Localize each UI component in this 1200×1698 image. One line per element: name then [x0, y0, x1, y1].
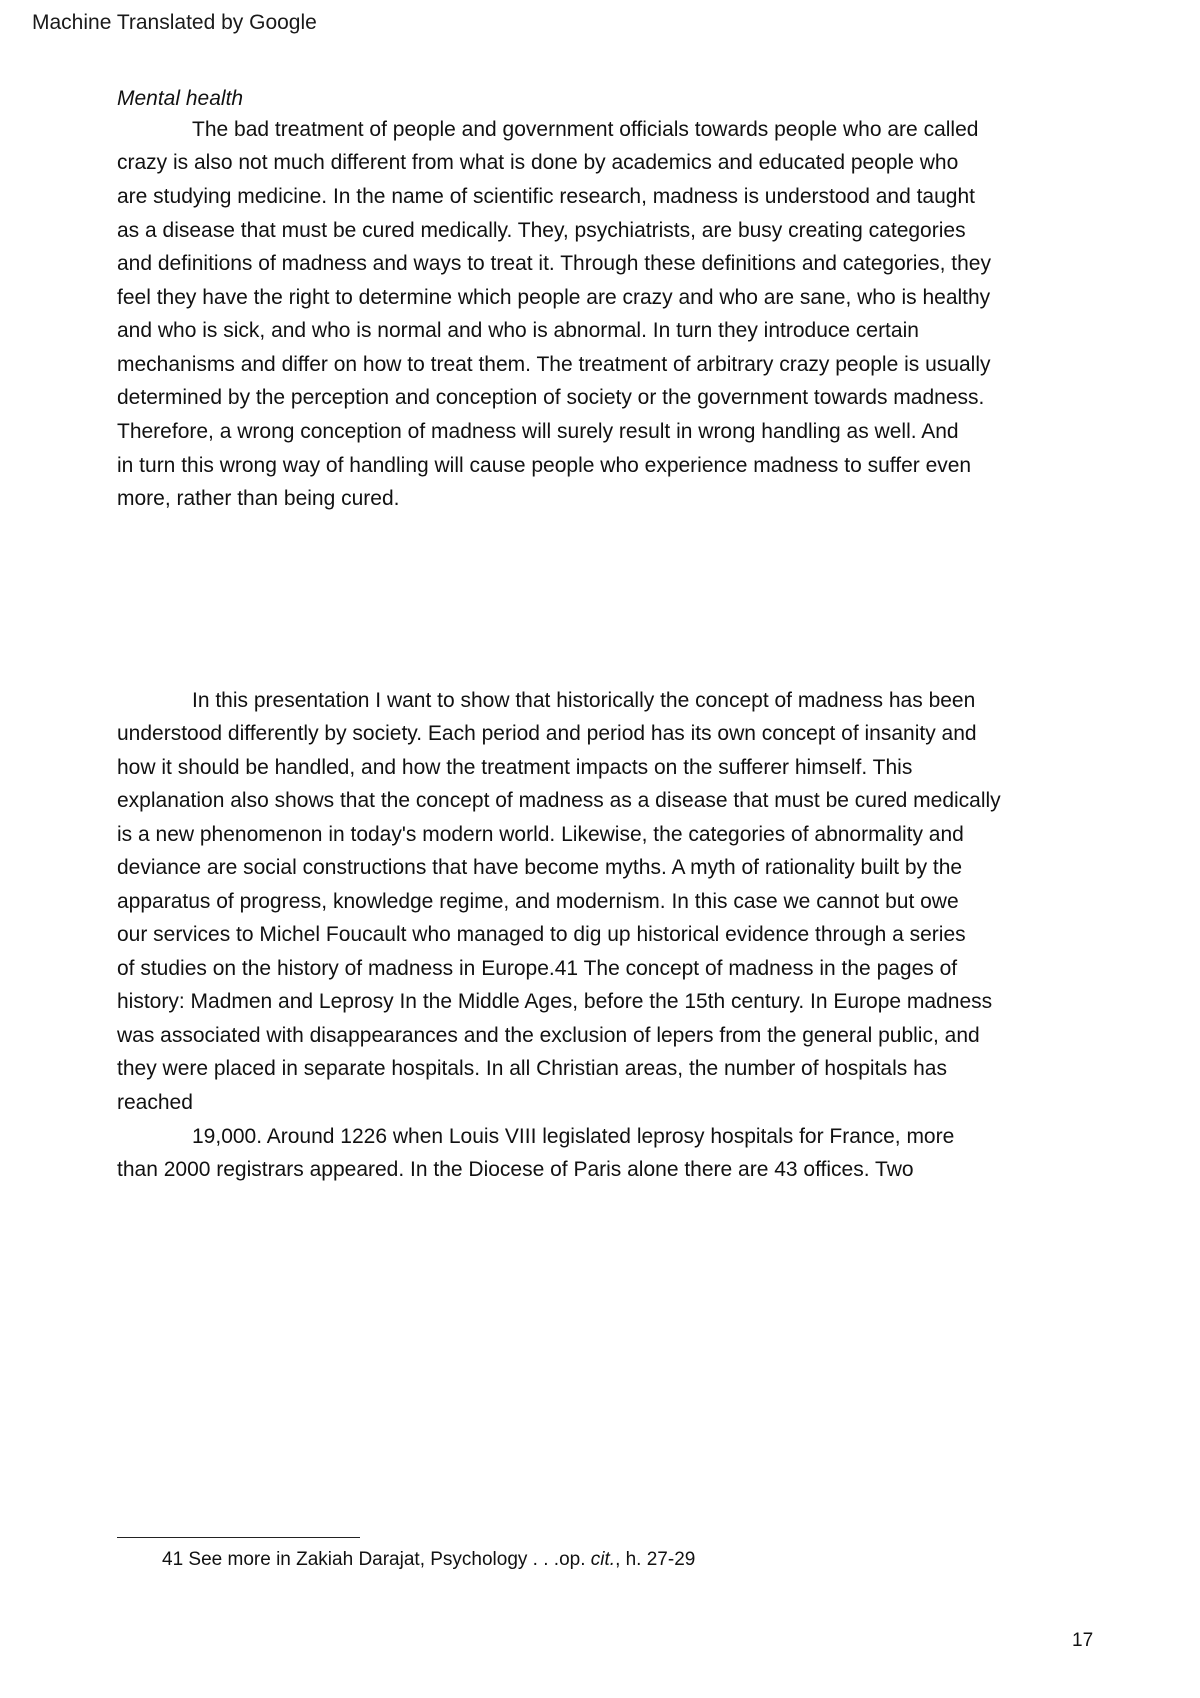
paragraph-line: they were placed in separate hospitals. In all Christian areas, the number of hospitals has	[117, 1057, 947, 1080]
paragraph-line: determined by the perception and conception of society or the government towards madness.	[117, 386, 985, 409]
machine-translation-banner: Machine Translated by Google	[32, 11, 317, 34]
paragraph-line: crazy is also not much different from what is done by academics and educated people who	[117, 151, 959, 174]
section-heading: Mental health	[117, 87, 244, 110]
paragraph-line: as a disease that must be cured medically. They, psychiatrists, are busy creating categories	[117, 219, 966, 242]
paragraph-line: feel they have the right to determine which people are crazy and who are sane, who is healthy	[117, 286, 991, 309]
paragraph-line: deviance are social constructions that have become myths. A myth of rationality built by the	[117, 856, 963, 879]
footnote-text: 41 See more in Zakiah Darajat, Psychology . . .op.	[162, 1549, 591, 1570]
paragraph-line: history: Madmen and Leprosy In the Middle Ages, before the 15th century. In Europe madness	[117, 990, 993, 1013]
paragraph-line: are studying medicine. In the name of scientific research, madness is understood and taught	[117, 185, 975, 208]
paragraph-line: more, rather than being cured.	[117, 487, 400, 510]
paragraph-line: in turn this wrong way of handling will cause people who experience madness to suffer even	[117, 454, 972, 477]
paragraph-line: was associated with disappearances and the exclusion of lepers from the general public, and	[117, 1024, 980, 1047]
footnote-pages: , h. 27-29	[615, 1549, 696, 1570]
paragraph-line: mechanisms and differ on how to treat them. The treatment of arbitrary crazy people is usually	[117, 353, 991, 376]
paragraph-line: how it should be handled, and how the treatment impacts on the sufferer himself. This	[117, 756, 913, 779]
paragraph-line: Therefore, a wrong conception of madness will surely result in wrong handling as well. And	[117, 420, 959, 443]
paragraph-line: In this presentation I want to show that historically the concept of madness has been	[192, 689, 976, 712]
paragraph-line: The bad treatment of people and government officials towards people who are called	[192, 118, 979, 141]
paragraph-line: explanation also shows that the concept of madness as a disease that must be cured medically	[117, 789, 1001, 812]
page-number: 17	[1072, 1630, 1094, 1651]
paragraph-line: and definitions of madness and ways to treat it. Through these definitions and categories, they	[117, 252, 991, 275]
paragraph-line: than 2000 registrars appeared. In the Diocese of Paris alone there are 43 offices. Two	[117, 1158, 914, 1181]
footnote-41	[162, 1548, 695, 1572]
paragraph-line: is a new phenomenon in today's modern world. Likewise, the categories of abnormality and	[117, 823, 964, 846]
paragraph-line: apparatus of progress, knowledge regime, and modernism. In this case we cannot but owe	[117, 890, 959, 913]
paragraph-line: reached	[117, 1091, 193, 1114]
paragraph-line: our services to Michel Foucault who managed to dig up historical evidence through a series	[117, 923, 966, 946]
footnote-italic-abbrev: cit.	[590, 1549, 616, 1570]
paragraph-line: and who is sick, and who is normal and who is abnormal. In turn they introduce certain	[117, 319, 919, 342]
paragraph-line: understood differently by society. Each period and period has its own concept of insanity and	[117, 722, 977, 745]
paragraph-line: 19,000. Around 1226 when Louis VIII legislated leprosy hospitals for France, more	[192, 1125, 955, 1148]
footnote-divider	[117, 1537, 360, 1538]
paragraph-line: of studies on the history of madness in Europe.41 The concept of madness in the pages of	[117, 957, 958, 980]
